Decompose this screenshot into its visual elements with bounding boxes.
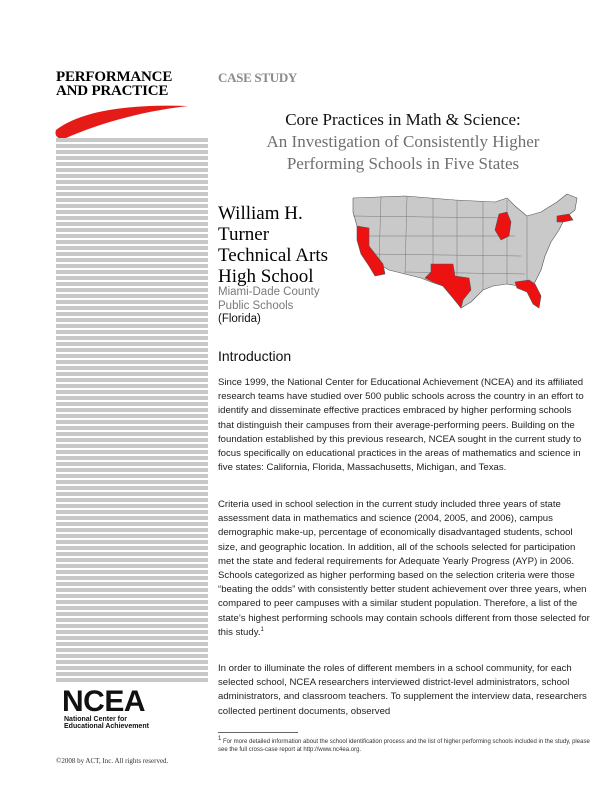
district-line: Miami-Dade County: [218, 286, 320, 298]
ncea-logo-subtitle-2: Educational Achievement: [64, 723, 149, 730]
footnote: [218, 738, 590, 754]
us-map: [345, 186, 587, 314]
decorative-stripes: [56, 138, 208, 682]
footnote-text: For more detailed information about the school identification process and the list of higher performing schools included in the study, please see the full cross-case report at http://www.nc4ea.org.: [218, 739, 590, 753]
brand-title: [56, 70, 206, 98]
red-swoosh-graphic: [52, 100, 192, 140]
intro-paragraph-2-text: Criteria used in school selection in the current study included three years of state assessment data in mathematics and science (2004, 2005, and 2006), campus demographic make-up, percentage of economically disadvantaged students, school size, and geographic location. In addition, all of the schools selected for participation met the state and federal requirements for Adequate Yearly Progress (AYP) in 2006. Schools categorized as higher performing based on the selection criteria were those “beating the odds” with consistently better student achievement over three years, when compared to peer campuses with a similar student population. Therefore, a list of the state’s highest performing schools may contain schools different from those selected for this study.: [218, 499, 590, 638]
ncea-logo-subtitle-1: National Center for: [64, 716, 128, 723]
title-line-3: Performing Schools in Five States: [286, 154, 520, 173]
intro-paragraph-3: In order to illuminate the roles of different members in a school community, for each selected school, NCEA researchers interviewed district-level administrators, school administrators, and classroom teachers. To supplement the interview data, researchers collected pertinent documents, observed: [218, 663, 587, 717]
district-line: Public Schools: [218, 299, 294, 312]
case-study-label: CASE STUDY: [218, 70, 297, 85]
footnote-divider: [218, 732, 298, 733]
florida-shape: [515, 280, 541, 308]
brand-line-2: AND PRACTICE: [56, 83, 169, 99]
school-name-line: Turner: [218, 224, 270, 245]
title-line-1: Core Practices in Math & Science:: [285, 110, 521, 129]
school-name-line: Technical Arts: [218, 245, 328, 266]
school-name: [218, 203, 358, 287]
introduction-heading: Introduction: [218, 348, 292, 364]
school-name-line: High School: [218, 266, 314, 287]
school-state: (Florida): [218, 313, 261, 325]
school-name-line: William H.: [218, 203, 303, 224]
brand-line-1: PERFORMANCE: [56, 69, 173, 85]
footnote-mark: 1: [218, 736, 222, 742]
intro-paragraph-1: Since 1999, the National Center for Educational Achievement (NCEA) and its affiliated research teams have studied over 500 public schools across the country in an effort to identify and disseminate effective practices embraced by higher performing schools that distinguish their campuses from their average-performing peers. Building on the foundation established by this previous research, NCEA sought in the current study to focus specifically on educational practices in the areas of mathematics and science in five states: California, Florida, Massachusetts, Michigan, and Texas.: [218, 377, 584, 474]
footnote-reference: 1: [260, 626, 264, 633]
intro-paragraph-2: [218, 498, 590, 640]
ncea-logo: NCEA: [62, 685, 146, 718]
school-district: [218, 286, 358, 313]
copyright: ©2008 by ACT, Inc. All rights reserved.: [56, 757, 169, 765]
title-line-2: An Investigation of Consistently Higher: [266, 132, 540, 151]
